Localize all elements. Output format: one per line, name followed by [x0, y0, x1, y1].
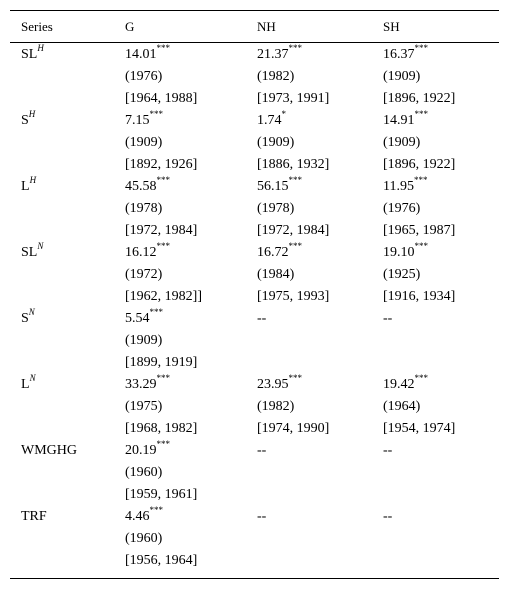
nh-break-year: (1909)	[257, 135, 295, 150]
nh-break-year: (1982)	[257, 69, 295, 84]
significance-stars: ***	[288, 43, 302, 54]
g-confidence-interval: [1962, 1982]]	[125, 289, 202, 304]
significance-stars: ***	[156, 43, 170, 54]
statistic-value: 19.42	[383, 377, 415, 392]
series-label	[21, 508, 47, 526]
statistic-value: 33.29	[125, 377, 157, 392]
statistic-value: 56.15	[257, 179, 289, 194]
series-superscript: N	[28, 307, 35, 318]
statistic-value: --	[383, 509, 393, 524]
significance-stars: ***	[288, 241, 302, 252]
series-base: WMGHG	[21, 443, 77, 458]
series-superscript: H	[28, 109, 36, 120]
statistic-value: 1.74	[257, 113, 282, 128]
statistic-value: 14.91	[383, 113, 415, 128]
significance-stars: ***	[149, 505, 163, 516]
g-confidence-interval: [1959, 1961]	[125, 487, 198, 502]
nh-confidence-interval: [1972, 1984]	[257, 223, 330, 238]
significance-stars: ***	[288, 175, 302, 186]
statistic-value: 4.46	[125, 509, 150, 524]
series-superscript: H	[37, 43, 44, 54]
header-nh: NH	[257, 19, 276, 34]
statistic-value: 14.01	[125, 47, 157, 62]
g-break-year: (1960)	[125, 465, 163, 480]
sh-break-year: (1964)	[383, 399, 421, 414]
g-value	[125, 307, 163, 328]
statistic-value: --	[383, 443, 393, 458]
g-value	[125, 175, 170, 196]
g-confidence-interval: [1964, 1988]	[125, 91, 198, 106]
nh-break-year: (1982)	[257, 399, 295, 414]
g-value	[125, 43, 170, 64]
nh-confidence-interval: [1886, 1932]	[257, 157, 330, 172]
significance-stars: ***	[288, 373, 302, 384]
significance-stars: ***	[414, 43, 428, 54]
statistic-value: 16.37	[383, 47, 415, 62]
g-confidence-interval: [1956, 1964]	[125, 553, 198, 568]
sh-confidence-interval: [1896, 1922]	[383, 91, 456, 106]
series-label	[21, 109, 36, 130]
sh-break-year: (1925)	[383, 267, 421, 282]
g-value	[125, 109, 163, 130]
sh-value	[383, 175, 428, 196]
g-break-year: (1976)	[125, 69, 163, 84]
g-confidence-interval: [1899, 1919]	[125, 355, 198, 370]
significance-stars: ***	[413, 175, 428, 186]
significance-stars: *	[281, 109, 286, 120]
sh-value	[383, 508, 392, 526]
sh-value	[383, 373, 428, 394]
header-sh: SH	[383, 19, 400, 34]
g-break-year: (1978)	[125, 201, 163, 216]
header-g: G	[125, 19, 135, 34]
significance-stars: ***	[156, 373, 170, 384]
nh-value	[257, 175, 302, 196]
series-base: SL	[21, 245, 38, 260]
statistic-value: --	[257, 311, 267, 326]
series-base: S	[21, 113, 29, 128]
g-value	[125, 505, 163, 526]
g-confidence-interval: [1972, 1984]	[125, 223, 198, 238]
series-base: L	[21, 179, 30, 194]
g-break-year: (1960)	[125, 531, 163, 546]
g-confidence-interval: [1968, 1982]	[125, 421, 198, 436]
significance-stars: ***	[149, 307, 163, 318]
statistic-value: 20.19	[125, 443, 157, 458]
nh-break-year: (1984)	[257, 267, 295, 282]
statistic-value: 19.10	[383, 245, 415, 260]
significance-stars: ***	[149, 109, 163, 120]
series-base: L	[21, 377, 30, 392]
series-label	[21, 175, 37, 196]
statistic-value: 16.72	[257, 245, 289, 260]
nh-value	[257, 442, 266, 460]
series-superscript: H	[29, 175, 37, 186]
statistic-value: --	[257, 443, 267, 458]
sh-break-year: (1909)	[383, 69, 421, 84]
nh-confidence-interval: [1973, 1991]	[257, 91, 330, 106]
series-label	[21, 241, 44, 262]
sh-value	[383, 442, 392, 460]
series-label	[21, 442, 77, 460]
statistic-value: 11.95	[383, 179, 414, 194]
g-break-year: (1909)	[125, 135, 163, 150]
nh-value	[257, 508, 266, 526]
statistic-value: --	[383, 311, 393, 326]
sh-value	[383, 109, 428, 130]
header-series: Series	[21, 19, 53, 34]
statistic-value: 21.37	[257, 47, 289, 62]
sh-value	[383, 310, 392, 328]
significance-stars: ***	[414, 373, 428, 384]
nh-break-year: (1978)	[257, 201, 295, 216]
statistic-value: 45.58	[125, 179, 157, 194]
nh-confidence-interval: [1975, 1993]	[257, 289, 330, 304]
g-value	[125, 241, 170, 262]
nh-value	[257, 109, 286, 130]
series-superscript: N	[37, 241, 44, 252]
series-label	[21, 43, 44, 64]
sh-break-year: (1909)	[383, 135, 421, 150]
series-base: S	[21, 311, 29, 326]
series-superscript: N	[29, 373, 36, 384]
significance-stars: ***	[156, 439, 170, 450]
sh-value	[383, 241, 428, 262]
nh-value	[257, 310, 266, 328]
statistic-value: 16.12	[125, 245, 157, 260]
sh-confidence-interval: [1965, 1987]	[383, 223, 456, 238]
nh-value	[257, 373, 302, 394]
nh-confidence-interval: [1974, 1990]	[257, 421, 330, 436]
g-break-year: (1909)	[125, 333, 163, 348]
g-confidence-interval: [1892, 1926]	[125, 157, 198, 172]
series-base: TRF	[21, 509, 47, 524]
table-header	[10, 11, 499, 43]
statistic-value: 23.95	[257, 377, 289, 392]
sh-confidence-interval: [1896, 1922]	[383, 157, 456, 172]
statistic-value: 5.54	[125, 311, 150, 326]
series-label	[21, 307, 35, 328]
series-base: SL	[21, 47, 38, 62]
statistic-value: 7.15	[125, 113, 150, 128]
sh-confidence-interval: [1916, 1934]	[383, 289, 456, 304]
series-label	[21, 373, 36, 394]
nh-value	[257, 43, 302, 64]
significance-stars: ***	[414, 109, 428, 120]
g-break-year: (1975)	[125, 399, 163, 414]
nh-value	[257, 241, 302, 262]
sh-confidence-interval: [1954, 1974]	[383, 421, 456, 436]
g-value	[125, 373, 170, 394]
g-value	[125, 439, 170, 460]
significance-stars: ***	[156, 175, 170, 186]
results-table	[10, 10, 499, 579]
sh-break-year: (1976)	[383, 201, 421, 216]
significance-stars: ***	[414, 241, 428, 252]
sh-value	[383, 43, 428, 64]
statistic-value: --	[257, 509, 267, 524]
significance-stars: ***	[156, 241, 170, 252]
g-break-year: (1972)	[125, 267, 163, 282]
